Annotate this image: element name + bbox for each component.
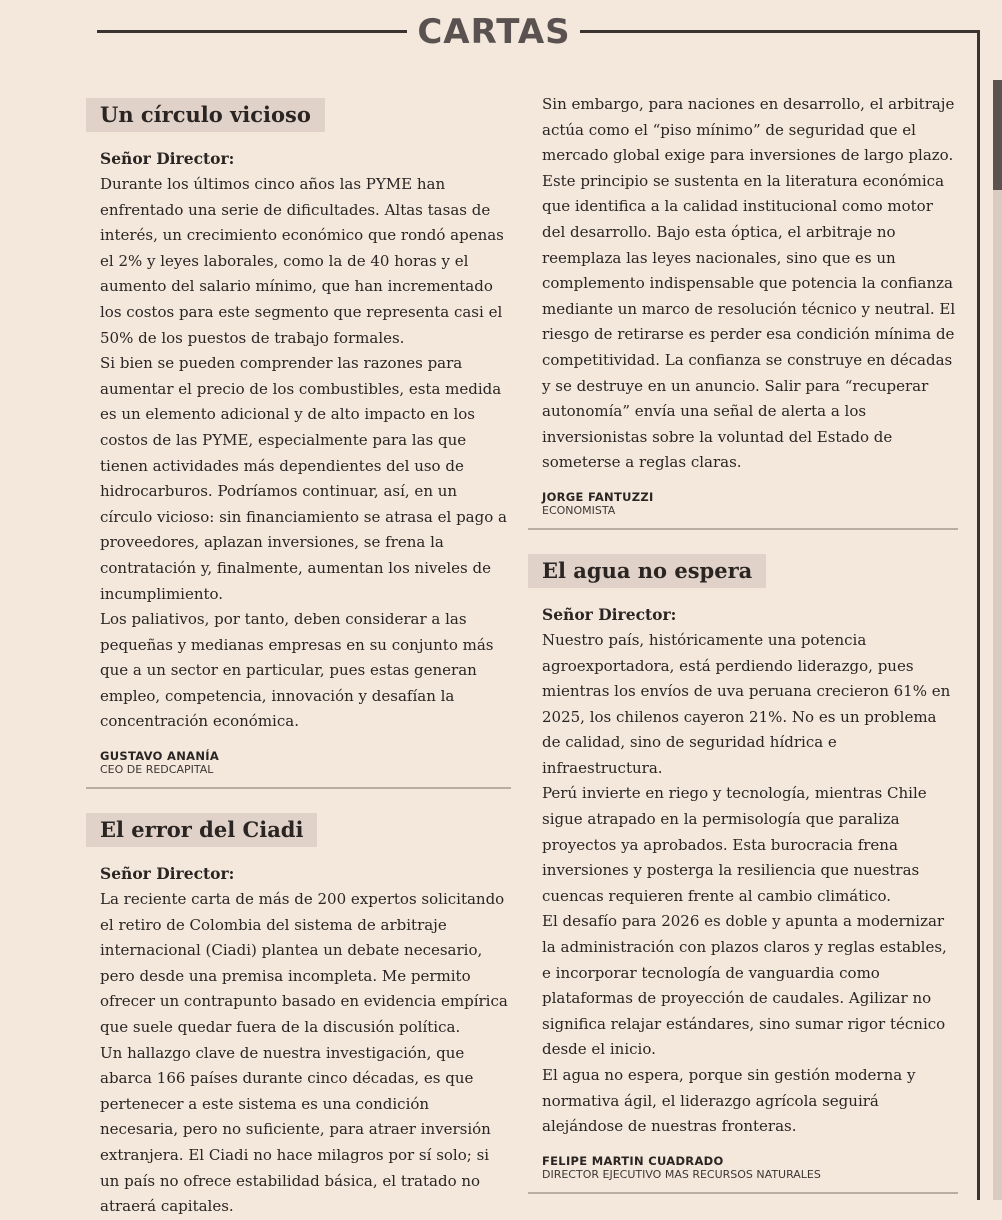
- letter-circulo-vicioso: [86, 98, 511, 789]
- header-rule-left: [97, 30, 407, 33]
- separator-rule: [528, 528, 958, 530]
- separator-rule: [86, 787, 511, 789]
- paragraph: Nuestro país, históricamente una potencia agroexportadora, está perdiendo liderazgo, pues mientras los envíos de uva peruana crecieron 61% en 2025, los chilenos cayeron 21%. No es un problema de calidad, sino de seguridad hídrica e infraestructura.: [542, 630, 951, 777]
- letter-title: El agua no espera: [528, 554, 766, 588]
- page-edge-margin: [993, 190, 1002, 1200]
- letter-body: [542, 92, 958, 476]
- paragraph: La reciente carta de más de 200 expertos solicitando el retiro de Colombia del sistema de arbitraje internacional (Ciadi) plantea un debate necesario, pero desde una premisa incompleta. Me permito ofrecer un contrapunto basado en evidencia empírica que suele quedar fuera de la discusión política.: [100, 890, 508, 1037]
- column-divider: [977, 30, 980, 1200]
- paragraph: Si bien se pueden comprender las razones para aumentar el precio de los combustibles, esta medida es un elemento adicional y de alto impacto en los costos de las PYME, especialmente para las que tienen actividades más dependientes del uso de hidrocarburos. Podríamos continuar, así, en un círculo vicioso: sin financiamiento se atrasa el pago a proveedores, aplazan inversiones, se frena la contratación y, finalmente, aumentan los niveles de incumplimiento.: [100, 354, 507, 603]
- paragraph: Sin embargo, para naciones en desarrollo, el arbitraje actúa como el “piso mínimo” de seguridad que el mercado global exige para inversiones de largo plazo. Este principio se sustenta en la literatura económica que identifica a la calidad institucional como motor del desarrollo. Bajo esta óptica, el arbitraje no reemplaza las leyes nacionales, sino que es un complemento indispensable que potencia la confianza mediante un marco de resolución técnico y neutral. El riesgo de retirarse es perder esa condición mínima de competitividad. La confianza se construye en décadas y se destruye en un anuncio. Salir para “recuperar autonomía” envía una señal de alerta a los inversionistas sobre la voluntad del Estado de someterse a reglas claras.: [542, 95, 956, 472]
- signature-role: DIRECTOR EJECUTIVO MAS RECURSOS NATURALES: [542, 1167, 821, 1181]
- letter-salutation: Señor Director:: [100, 864, 235, 884]
- letter-title: El error del Ciadi: [86, 813, 317, 847]
- paragraph: Un hallazgo clave de nuestra investigación, que abarca 166 países durante cinco décadas, es que pertenecer a este sistema es una condición necesaria, pero no suficiente, para atraer inversión extranjera. El Ciadi no hace milagros por sí solo; si un país no ofrece estabilidad básica, el tratado no atraerá capitales.: [100, 1043, 491, 1216]
- signature-role: ECONOMISTA: [542, 503, 616, 517]
- signature-name: FELIPE MARTIN CUADRADO: [542, 1153, 724, 1168]
- right-column: [528, 92, 958, 1194]
- paragraph: Durante los últimos cinco años las PYME han enfrentado una serie de dificultades. Altas tasas de interés, un crecimiento económico que rondó apenas el 2% y leyes laborales, como la de 40 horas y el aumento del salario mínimo, que han incrementado los costos para este segmento que representa casi el 50% de los puestos de trabajo formales.: [100, 175, 504, 347]
- letter-agua-no-espera: [528, 554, 958, 1194]
- section-title: CARTAS: [417, 12, 571, 52]
- paragraph: Los paliativos, por tanto, deben considerar a las pequeñas y medianas empresas en su conjunto más que a un sector en particular, pues estas generan empleo, competencia, innovación y desafían la concentración económica.: [100, 610, 494, 731]
- paragraph: El desafío para 2026 es doble y apunta a modernizar la administración con plazos claros y reglas estables, e incorporar tecnología de vanguardia como plataformas de proyección de caudales. Agilizar no significa relajar estándares, sino sumar rigor técnico desde el inicio.: [542, 912, 947, 1059]
- letter-error-ciadi: [86, 813, 511, 1220]
- letter-title: Un círculo vicioso: [86, 98, 325, 132]
- letter-body: [100, 172, 511, 735]
- signature-name: JORGE FANTUZZI: [542, 489, 654, 504]
- letter-signature-block: [542, 490, 958, 518]
- header-rule-right: [580, 30, 980, 33]
- signature-role: CEO DE REDCAPITAL: [100, 763, 214, 777]
- letter-salutation: Señor Director:: [100, 149, 235, 168]
- letter-body: [100, 887, 511, 1220]
- paragraph: Perú invierte en riego y tecnología, mientras Chile sigue atrapado en la permisología que paraliza proyectos ya aprobados. Esta burocracia frena inversiones y posterga la resiliencia que nuestras cuencas requieren frente al cambio climático.: [542, 784, 927, 905]
- letter-salutation: Señor Director:: [542, 604, 677, 624]
- letter-signature-block: [542, 1154, 958, 1182]
- left-column: [86, 98, 511, 1220]
- letter-error-ciadi-continued: [528, 92, 958, 530]
- letter-body: [542, 628, 958, 1140]
- letter-signature-block: [100, 749, 511, 777]
- paragraph: El agua no espera, porque sin gestión moderna y normativa ágil, el liderazgo agrícola seguirá alejándose de nuestras fronteras.: [542, 1066, 916, 1136]
- signature-name: GUSTAVO ANANÍA: [100, 749, 220, 764]
- separator-rule: [528, 1192, 958, 1194]
- page-edge-strip: [993, 80, 1002, 190]
